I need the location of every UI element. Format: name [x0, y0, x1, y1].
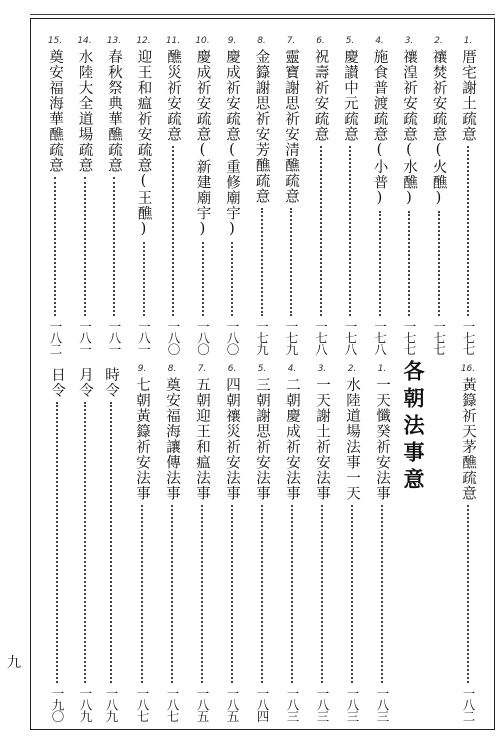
toc-entry-page: 一七八: [372, 319, 388, 354]
toc-entry-number: 8.: [257, 36, 266, 46]
toc-entry-page: 一八三: [315, 686, 330, 721]
leader-dots: [202, 242, 204, 316]
toc-entry: [161, 364, 183, 721]
toc-entry-page: 一七九: [254, 319, 270, 354]
toc-entry-title: 醮災祈安疏意: [165, 49, 181, 142]
toc-entry-page: 一七八: [343, 319, 358, 354]
leader-dots: [379, 211, 381, 316]
toc-entry-number: 4.: [375, 36, 384, 46]
leader-dots: [231, 505, 233, 683]
toc-entry: [131, 364, 153, 721]
leader-dots: [438, 211, 440, 316]
leader-dots: [143, 242, 145, 316]
toc-entry-title: 春秋祭典華醮疏意: [106, 49, 122, 173]
leader-dots: [231, 242, 233, 316]
toc-entry: [221, 36, 243, 354]
toc-entry-title: 慶成祈安疏意(新建廟宇): [194, 49, 211, 238]
toc-entry-page: 一八二: [48, 319, 63, 354]
section-heading: 各朝法事意: [401, 360, 425, 495]
toc-entry: [341, 364, 363, 721]
toc-entry-title: 時令: [103, 367, 119, 398]
leader-dots: [54, 177, 56, 316]
toc-entry-number: 3.: [317, 364, 327, 374]
toc-entry: [428, 36, 450, 354]
toc-entry-title: 奠安福海讓傳法事: [164, 377, 180, 501]
toc-entry-number: 11.: [165, 36, 181, 46]
toc-entry-title: 二朝慶成祈安法事: [284, 377, 300, 501]
toc-entry-number: 14.: [77, 36, 92, 46]
toc-entry: [221, 364, 243, 721]
leader-dots: [408, 211, 410, 316]
leader-dots: [56, 402, 58, 683]
toc-entry: [133, 36, 155, 354]
leader-dots: [110, 402, 112, 683]
toc-entry-number: 9.: [227, 36, 237, 46]
leader-dots: [172, 146, 174, 316]
toc-entry: [46, 364, 68, 721]
toc-entry-title: 一天謝土祈安法事: [314, 377, 330, 501]
toc-entry-page: 一八〇: [166, 319, 181, 354]
toc-entry-title: 黃籙祈天茅醮疏意: [460, 377, 476, 501]
toc-entry: [281, 364, 303, 721]
toc-entry: [457, 36, 479, 354]
toc-entry-page: 一八九: [78, 686, 93, 721]
toc-entry-title: 一天懺癸祈安法事: [374, 377, 390, 501]
toc-entry: [369, 36, 391, 354]
toc-entry-page: 一七七: [402, 319, 417, 354]
leader-dots: [171, 505, 173, 683]
toc-entry-page: 一七七: [431, 319, 447, 354]
toc-entry: [44, 36, 66, 354]
toc-entry: [311, 364, 333, 721]
toc-entry-title: 禳焚祈安疏意(火醮): [430, 49, 447, 207]
toc-entry-title: 慶讃中元疏意: [342, 49, 358, 142]
toc-entry-title: 水陸大全道場疏意: [76, 49, 93, 173]
toc-entry: [100, 364, 122, 721]
toc-entry-title: 金籙謝思祈安芳醮疏意: [253, 49, 270, 204]
toc-entry: [74, 364, 96, 721]
toc-entry-page: 一八〇: [225, 319, 240, 354]
toc-entry-page: 一八三: [285, 686, 300, 721]
toc-entry-page: 一八五: [195, 686, 210, 721]
toc-entry-number: 4.: [287, 364, 297, 374]
toc-entry-title: 四朝禳災祈安法事: [224, 377, 240, 501]
toc-entry-page: 一八五: [225, 686, 240, 721]
toc-entry-title: 祝壽祈安疏意: [312, 49, 329, 142]
toc-entry-number: 9.: [137, 364, 147, 374]
toc-entry-page: 一八〇: [195, 319, 211, 354]
side-page-number: 九: [7, 655, 21, 671]
toc-entry-number: 7.: [197, 364, 207, 374]
leader-dots: [290, 208, 292, 316]
frame-top-rule: [30, 14, 495, 17]
leader-dots: [261, 505, 263, 683]
toc-entry-page: 一七九: [284, 319, 299, 354]
toc-entry-title: 五朝迎王和瘟法事: [194, 377, 210, 501]
leader-dots: [467, 505, 469, 683]
toc-entry: [251, 364, 273, 721]
toc-entry-title: 月令: [77, 367, 93, 398]
toc-entry-title: 厝宅謝土疏意: [460, 49, 476, 142]
leader-dots: [467, 146, 469, 316]
leader-dots: [201, 505, 203, 683]
toc-entry-page: 一八四: [255, 686, 270, 721]
leader-dots: [113, 177, 115, 316]
toc-entry-title: 施食普渡疏意(小普): [371, 49, 388, 207]
toc-entry-page: 一八三: [345, 686, 360, 721]
toc-entry-number: 1.: [377, 364, 387, 374]
toc-entry-number: 6.: [316, 36, 325, 46]
toc-entry-page: 一八一: [136, 319, 152, 354]
toc-entry: [371, 364, 393, 721]
toc-entry-title: 七朝黃籙祈安法事: [134, 377, 150, 501]
toc-entry: [103, 36, 125, 354]
leader-dots: [84, 177, 86, 316]
toc-entry: [339, 36, 361, 354]
toc-entry-number: 13.: [106, 36, 122, 46]
toc-entry-number: 5.: [257, 364, 267, 374]
leader-dots: [141, 505, 143, 683]
toc-entry: [251, 36, 273, 354]
toc-entry-title: 靈寶謝思祈安清醮疏意: [283, 49, 299, 204]
toc-entry: [280, 36, 302, 354]
toc-entry-page: 一八一: [77, 319, 93, 354]
leader-dots: [321, 505, 323, 683]
toc-entry: [192, 36, 214, 354]
toc-entry-title: 奠安福海華醮疏意: [47, 49, 63, 173]
toc-entry: [310, 36, 332, 354]
toc-entry-number: 6.: [227, 364, 237, 374]
leader-dots: [261, 208, 263, 316]
toc-entry-number: 8.: [167, 364, 177, 374]
leader-dots: [320, 146, 322, 316]
toc-entry-page: 一七七: [461, 319, 476, 354]
toc-entry-page: 一七八: [313, 319, 329, 354]
toc-entry-page: 一八七: [165, 686, 180, 721]
toc-entry-number: 3.: [404, 36, 414, 46]
leader-dots: [291, 505, 293, 683]
toc-entry-page: 一八九: [104, 686, 119, 721]
leader-dots: [351, 505, 353, 683]
toc-entry-number: 7.: [286, 36, 296, 46]
toc-entry-number: 12.: [136, 36, 151, 46]
toc-entry-number: 15.: [47, 36, 63, 46]
toc-entry: [162, 36, 184, 354]
toc-entry-title: 迎王和瘟祈安疏意(王醮): [135, 49, 152, 238]
toc-entry-title: 日令: [49, 367, 65, 398]
toc-entry-page: 一八一: [107, 319, 122, 354]
toc-entry: [191, 364, 213, 721]
leader-dots: [381, 505, 383, 683]
leader-dots: [84, 402, 86, 683]
toc-entry-number: 2.: [434, 36, 443, 46]
toc-entry-number: 2.: [347, 364, 357, 374]
toc-entry-title: 慶成祈安疏意(重修廟宇): [224, 49, 240, 238]
toc-entry: [457, 364, 479, 721]
toc-entry-title: 禳湟祈安疏意(水醮): [401, 49, 417, 207]
toc-entry: [74, 36, 96, 354]
toc-entry-number: 10.: [195, 36, 210, 46]
toc-entry-number: 1.: [463, 36, 473, 46]
toc-entry-page: 一九〇: [50, 686, 65, 721]
toc-entry-title: 水陸道場法事一天: [344, 377, 360, 501]
toc-entry-page: 一八三: [375, 686, 390, 721]
toc-entry-page: 一八二: [461, 686, 476, 721]
toc-entry-page: 一八七: [135, 686, 150, 721]
leader-dots: [349, 146, 351, 316]
toc-entry-number: 5.: [345, 36, 355, 46]
toc-entry-number: 16.: [460, 364, 476, 374]
toc-entry-title: 三朝謝思祈安法事: [254, 377, 270, 501]
toc-entry: [398, 36, 420, 354]
